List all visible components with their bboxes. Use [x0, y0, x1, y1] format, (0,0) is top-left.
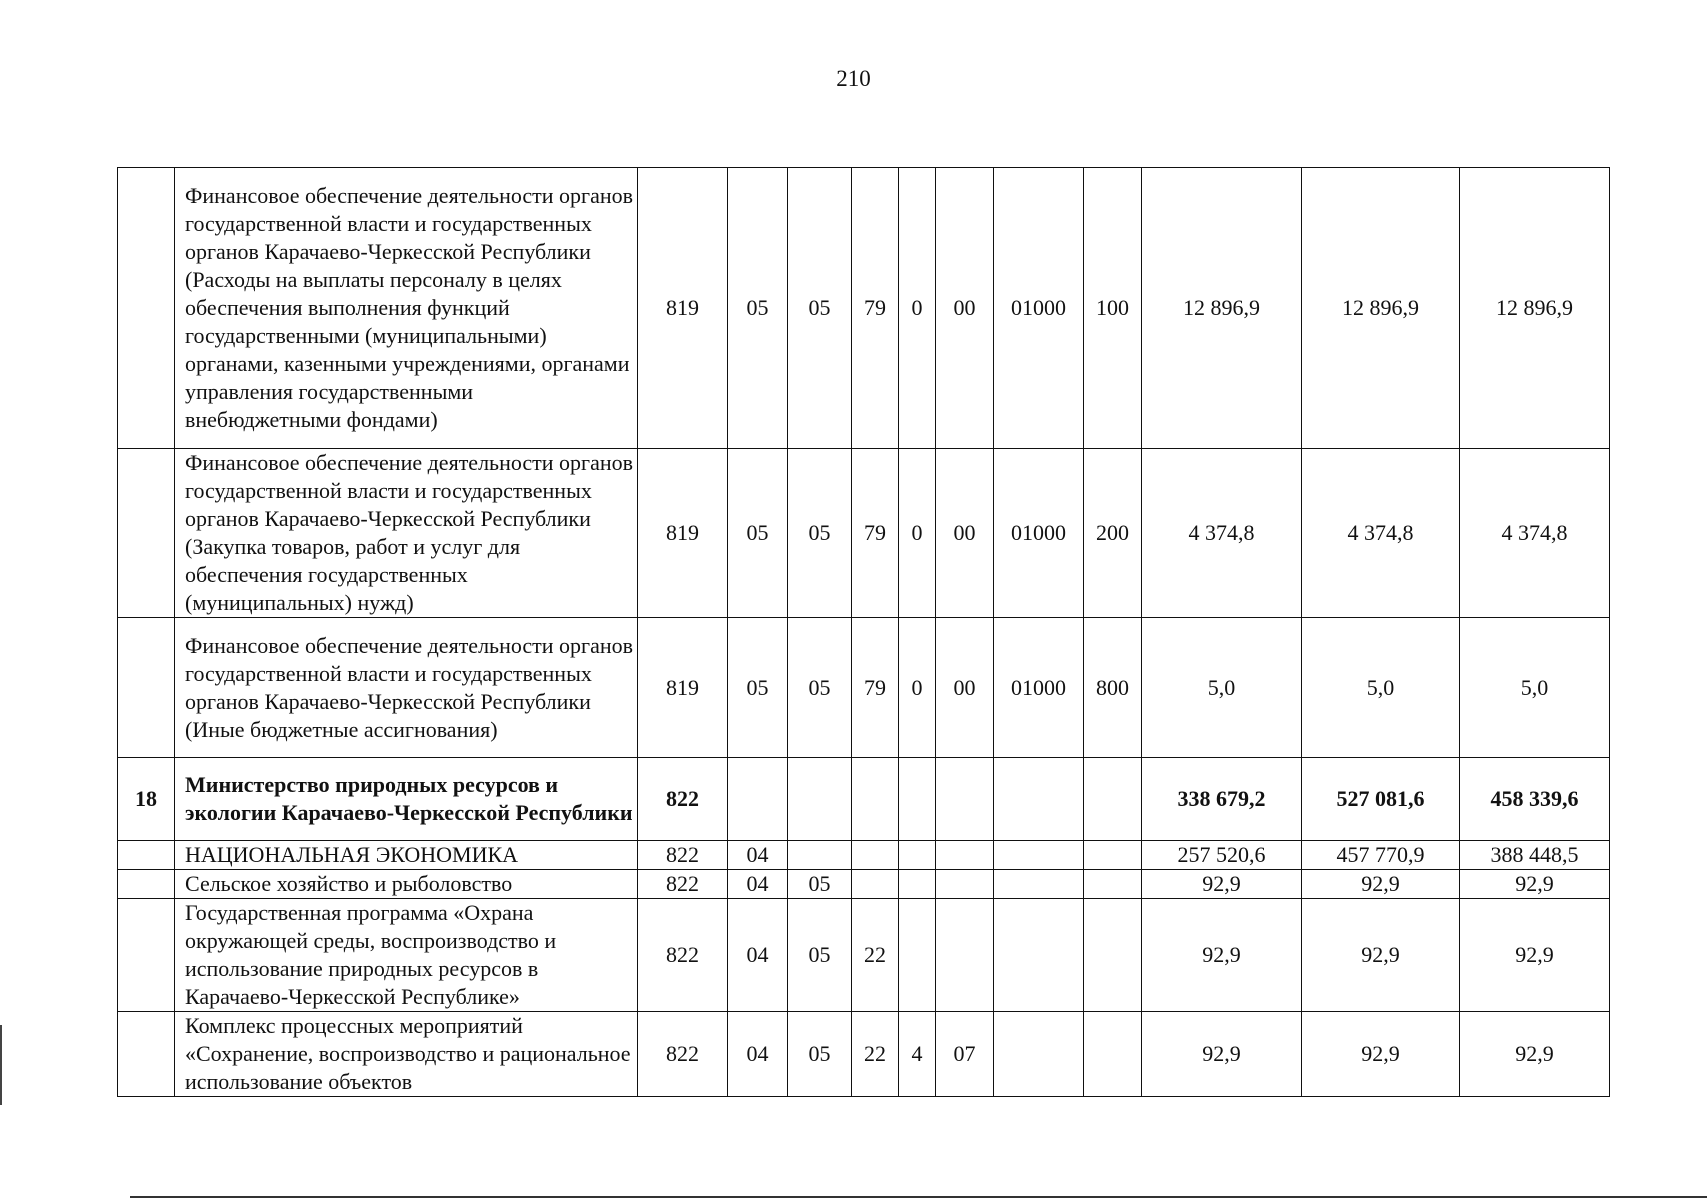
section-code: 04	[728, 1012, 788, 1097]
row-name: Сельское хозяйство и рыболовство	[175, 870, 638, 899]
subsection-code: 05	[788, 1012, 852, 1097]
subsection-code: 05	[788, 899, 852, 1012]
section-code: 05	[728, 449, 788, 618]
ved-code: 822	[638, 870, 728, 899]
program-code: 79	[852, 618, 899, 758]
scan-edge-mark	[0, 1025, 2, 1105]
ved-code: 819	[638, 618, 728, 758]
amount-year-2: 12 896,9	[1302, 168, 1460, 449]
ved-code: 819	[638, 168, 728, 449]
table-row	[118, 899, 1610, 1012]
table-row	[118, 841, 1610, 870]
amount-year-3: 92,9	[1460, 1012, 1610, 1097]
expense-type-code	[1084, 758, 1142, 841]
table-row	[118, 168, 1610, 449]
amount-year-2: 92,9	[1302, 870, 1460, 899]
expense-type-code	[1084, 1012, 1142, 1097]
subsection-code: 05	[788, 449, 852, 618]
subprogram-code	[899, 899, 936, 1012]
amount-year-1: 257 520,6	[1142, 841, 1302, 870]
amount-year-2: 457 770,9	[1302, 841, 1460, 870]
row-name: Министерство природных ресурсов и экологии Карачаево-Черкесской Республики	[175, 758, 638, 841]
program-code: 22	[852, 1012, 899, 1097]
expense-type-code: 100	[1084, 168, 1142, 449]
page-number: 210	[836, 66, 871, 91]
amount-year-1: 5,0	[1142, 618, 1302, 758]
subsection-code	[788, 758, 852, 841]
table-row	[118, 870, 1610, 899]
row-number	[118, 618, 175, 758]
amount-year-3: 458 339,6	[1460, 758, 1610, 841]
subsection-code: 05	[788, 618, 852, 758]
expense-type-code	[1084, 899, 1142, 1012]
amount-year-1: 92,9	[1142, 870, 1302, 899]
table-row	[118, 1012, 1610, 1097]
amount-year-1: 12 896,9	[1142, 168, 1302, 449]
direction-code	[994, 841, 1084, 870]
program-code: 22	[852, 899, 899, 1012]
row-name: Комплекс процессных мероприятий «Сохранение, воспроизводство и рациональное использование объектов	[175, 1012, 638, 1097]
subsection-code: 05	[788, 870, 852, 899]
subsection-code	[788, 841, 852, 870]
direction-code: 01000	[994, 449, 1084, 618]
row-name: Финансовое обеспечение деятельности органов государственной власти и государственных органов Карачаево-Черкесской Республики (Расходы на выплаты персоналу в целях обеспечения выполнения функций государственными (муниципальными) органами, казенными учреждениями, органами управления государственными внебюджетными фондами)	[175, 168, 638, 449]
direction-code	[994, 870, 1084, 899]
subprogram-code: 0	[899, 618, 936, 758]
table-row	[118, 618, 1610, 758]
table-row	[118, 758, 1610, 841]
row-number	[118, 1012, 175, 1097]
program-code: 79	[852, 168, 899, 449]
expense-type-code: 200	[1084, 449, 1142, 618]
direction-code	[994, 1012, 1084, 1097]
program-code	[852, 870, 899, 899]
amount-year-1: 338 679,2	[1142, 758, 1302, 841]
program-code: 79	[852, 449, 899, 618]
row-name: Государственная программа «Охрана окружающей среды, воспроизводство и использование природных ресурсов в Карачаево-Черкесской Республике»	[175, 899, 638, 1012]
subprogram-code	[899, 870, 936, 899]
row-name: Финансовое обеспечение деятельности органов государственной власти и государственных органов Карачаево-Черкесской Республики (Закупка товаров, работ и услуг для обеспечения государственных (муниципальных) нужд)	[175, 449, 638, 618]
section-code: 04	[728, 899, 788, 1012]
row-name: Финансовое обеспечение деятельности органов государственной власти и государственных органов Карачаево-Черкесской Республики (Иные бюджетные ассигнования)	[175, 618, 638, 758]
amount-year-3: 12 896,9	[1460, 168, 1610, 449]
expense-type-code	[1084, 870, 1142, 899]
table-row	[118, 449, 1610, 618]
ved-code: 822	[638, 841, 728, 870]
direction-code: 01000	[994, 168, 1084, 449]
program-code	[852, 758, 899, 841]
section-code: 05	[728, 168, 788, 449]
event-code: 00	[936, 618, 994, 758]
expense-type-code	[1084, 841, 1142, 870]
subprogram-code: 4	[899, 1012, 936, 1097]
expense-type-code: 800	[1084, 618, 1142, 758]
scan-edge-line	[130, 1196, 1707, 1198]
amount-year-3: 5,0	[1460, 618, 1610, 758]
amount-year-3: 92,9	[1460, 899, 1610, 1012]
row-number: 18	[118, 758, 175, 841]
subprogram-code: 0	[899, 449, 936, 618]
event-code	[936, 870, 994, 899]
amount-year-3: 4 374,8	[1460, 449, 1610, 618]
program-code	[852, 841, 899, 870]
ved-code: 822	[638, 899, 728, 1012]
subprogram-code	[899, 758, 936, 841]
amount-year-2: 4 374,8	[1302, 449, 1460, 618]
amount-year-1: 4 374,8	[1142, 449, 1302, 618]
section-code	[728, 758, 788, 841]
row-name: НАЦИОНАЛЬНАЯ ЭКОНОМИКА	[175, 841, 638, 870]
budget-table	[117, 167, 1610, 1097]
amount-year-3: 388 448,5	[1460, 841, 1610, 870]
section-code: 04	[728, 841, 788, 870]
row-number	[118, 449, 175, 618]
row-number	[118, 841, 175, 870]
subsection-code: 05	[788, 168, 852, 449]
subprogram-code: 0	[899, 168, 936, 449]
direction-code	[994, 899, 1084, 1012]
event-code: 00	[936, 168, 994, 449]
section-code: 04	[728, 870, 788, 899]
event-code: 00	[936, 449, 994, 618]
amount-year-1: 92,9	[1142, 1012, 1302, 1097]
section-code: 05	[728, 618, 788, 758]
event-code: 07	[936, 1012, 994, 1097]
subprogram-code	[899, 841, 936, 870]
amount-year-3: 92,9	[1460, 870, 1610, 899]
direction-code: 01000	[994, 618, 1084, 758]
direction-code	[994, 758, 1084, 841]
amount-year-2: 92,9	[1302, 1012, 1460, 1097]
event-code	[936, 841, 994, 870]
row-number	[118, 870, 175, 899]
ved-code: 819	[638, 449, 728, 618]
ved-code: 822	[638, 758, 728, 841]
row-number	[118, 899, 175, 1012]
ved-code: 822	[638, 1012, 728, 1097]
amount-year-2: 5,0	[1302, 618, 1460, 758]
event-code	[936, 758, 994, 841]
event-code	[936, 899, 994, 1012]
row-number	[118, 168, 175, 449]
amount-year-2: 92,9	[1302, 899, 1460, 1012]
amount-year-2: 527 081,6	[1302, 758, 1460, 841]
amount-year-1: 92,9	[1142, 899, 1302, 1012]
